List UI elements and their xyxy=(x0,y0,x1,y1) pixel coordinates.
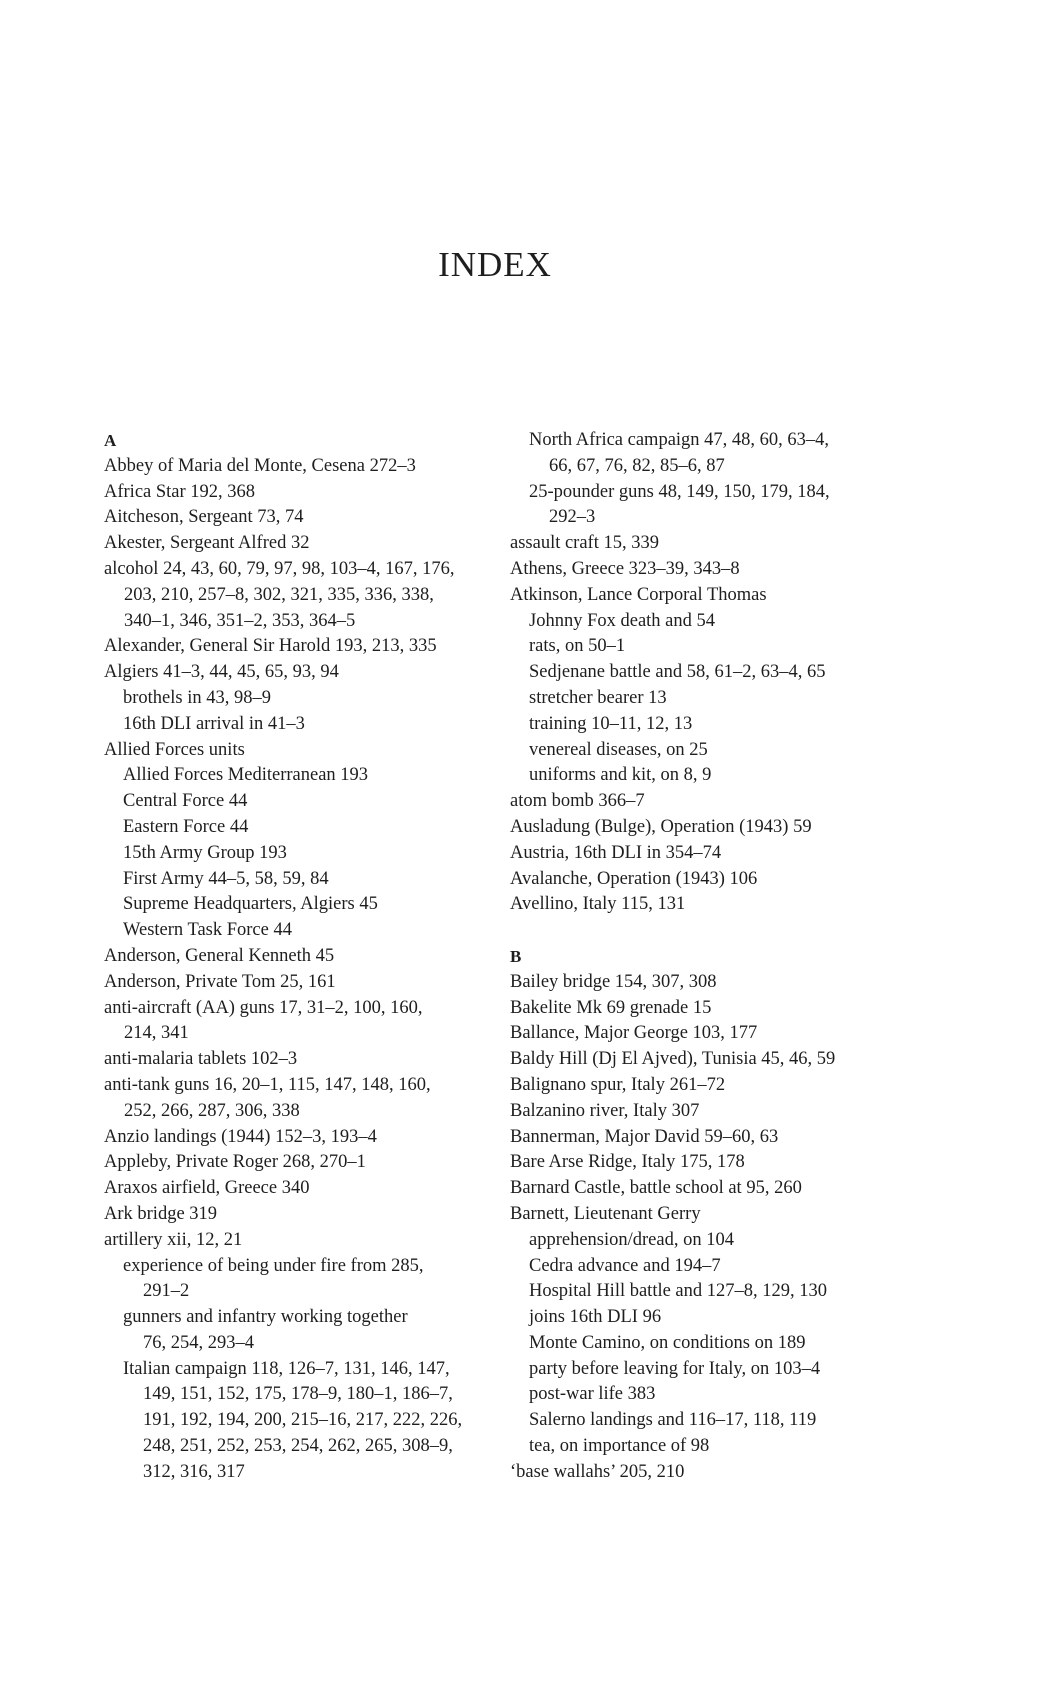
entry-line: Avalanche, Operation (1943) 106 xyxy=(510,868,758,889)
index-subentry xyxy=(510,763,835,789)
entry-line: Atkinson, Lance Corporal Thomas xyxy=(510,584,767,605)
index-entry xyxy=(104,480,462,506)
entry-line: Baldy Hill (Dj El Ajved), Tunisia 45, 46, 59 xyxy=(510,1049,836,1070)
index-entry xyxy=(104,1176,462,1202)
entry-line: Anderson, General Kenneth 45 xyxy=(104,945,335,966)
entry-line: Bakelite Mk 69 grenade 15 xyxy=(510,997,712,1018)
index-subentry xyxy=(510,738,835,764)
entry-line: Appleby, Private Roger 268, 270–1 xyxy=(104,1152,366,1173)
entry-line: Sedjenane battle and 58, 61–2, 63–4, 65 xyxy=(529,662,826,683)
index-entry xyxy=(104,1047,462,1073)
index-subentry xyxy=(510,660,835,686)
index-entry xyxy=(104,634,462,660)
entry-line: 15th Army Group 193 xyxy=(123,842,287,863)
index-entry xyxy=(104,660,462,686)
index-subentry xyxy=(510,1305,835,1331)
index-entry xyxy=(510,1073,835,1099)
index-subentry xyxy=(104,1254,462,1306)
entry-line: venereal diseases, on 25 xyxy=(529,739,708,760)
entry-line: rats, on 50–1 xyxy=(529,636,626,657)
index-entry xyxy=(104,505,462,531)
index-subentry xyxy=(510,1228,835,1254)
index-entry xyxy=(104,944,462,970)
entry-line: Johnny Fox death and 54 xyxy=(529,610,716,631)
index-entry xyxy=(510,970,835,996)
entry-line: brothels in 43, 98–9 xyxy=(123,687,271,708)
entry-line: 76, 254, 293–4 xyxy=(143,1332,254,1353)
index-subentry xyxy=(510,480,835,532)
entry-line: Hospital Hill battle and 127–8, 129, 130 xyxy=(529,1281,828,1302)
entry-line: 25-pounder guns 48, 149, 150, 179, 184, xyxy=(529,481,830,502)
index-entry xyxy=(510,892,835,918)
entry-line: anti-tank guns 16, 20–1, 115, 147, 148, 160, xyxy=(104,1074,431,1095)
entry-line: Africa Star 192, 368 xyxy=(104,481,256,502)
index-subentry xyxy=(510,1408,835,1434)
entry-line: Bailey bridge 154, 307, 308 xyxy=(510,971,717,992)
entry-line: Supreme Headquarters, Algiers 45 xyxy=(123,894,378,915)
index-subentry xyxy=(510,1254,835,1280)
index-subentry xyxy=(104,867,462,893)
entry-line: Avellino, Italy 115, 131 xyxy=(510,894,686,915)
entry-line: ‘base wallahs’ 205, 210 xyxy=(510,1461,685,1482)
index-entry xyxy=(104,738,462,764)
index-subentry xyxy=(510,1279,835,1305)
index-entry xyxy=(510,996,835,1022)
index-subentry xyxy=(510,609,835,635)
index-subentry xyxy=(104,841,462,867)
entry-line: uniforms and kit, on 8, 9 xyxy=(529,765,712,786)
entry-line: Bannerman, Major David 59–60, 63 xyxy=(510,1126,779,1147)
page-title: INDEX xyxy=(438,245,552,285)
entry-line: 149, 151, 152, 175, 178–9, 180–1, 186–7, xyxy=(143,1384,453,1405)
entry-line: Salerno landings and 116–17, 118, 119 xyxy=(529,1410,817,1431)
entry-line: alcohol 24, 43, 60, 79, 97, 98, 103–4, 167, 176, xyxy=(104,558,455,579)
index-entry xyxy=(510,1099,835,1125)
entry-line: Araxos airfield, Greece 340 xyxy=(104,1178,310,1199)
entry-line: Aitcheson, Sergeant 73, 74 xyxy=(104,507,304,528)
index-entry xyxy=(510,867,835,893)
index-subentry xyxy=(510,634,835,660)
entry-line: Anderson, Private Tom 25, 161 xyxy=(104,971,336,992)
entry-line: Anzio landings (1944) 152–3, 193–4 xyxy=(104,1126,377,1147)
index-entry xyxy=(104,1125,462,1151)
index-subentry xyxy=(510,428,835,480)
entry-line: 248, 251, 252, 253, 254, 262, 265, 308–9, xyxy=(143,1436,453,1457)
index-entry xyxy=(510,1125,835,1151)
entry-line: Allied Forces Mediterranean 193 xyxy=(123,765,369,786)
entry-line: Allied Forces units xyxy=(104,739,245,760)
entry-line: Ark bridge 319 xyxy=(104,1203,218,1224)
index-subentry xyxy=(104,1357,462,1486)
entry-line: post-war life 383 xyxy=(529,1384,656,1405)
entry-line: atom bomb 366–7 xyxy=(510,791,645,812)
entry-line: 203, 210, 257–8, 302, 321, 335, 336, 338, xyxy=(124,584,434,605)
entry-line: Akester, Sergeant Alfred 32 xyxy=(104,533,310,554)
index-entry xyxy=(104,1073,462,1125)
entry-line: Italian campaign 118, 126–7, 131, 146, 147, xyxy=(123,1358,450,1379)
index-entry xyxy=(510,815,835,841)
entry-line: assault craft 15, 339 xyxy=(510,533,659,554)
entry-line: training 10–11, 12, 13 xyxy=(529,713,693,734)
entry-line: First Army 44–5, 58, 59, 84 xyxy=(123,868,329,889)
index-subentry xyxy=(104,789,462,815)
index-entry xyxy=(510,531,835,557)
entry-line: Barnett, Lieutenant Gerry xyxy=(510,1203,701,1224)
entry-line: 252, 266, 287, 306, 338 xyxy=(124,1100,300,1121)
entry-line: Ausladung (Bulge), Operation (1943) 59 xyxy=(510,816,812,837)
entry-line: North Africa campaign 47, 48, 60, 63–4, xyxy=(529,430,830,450)
index-subentry xyxy=(104,763,462,789)
index-entry xyxy=(104,970,462,996)
entry-line: Bare Arse Ridge, Italy 175, 178 xyxy=(510,1152,745,1173)
index-subentry xyxy=(104,1305,462,1357)
entry-line: 291–2 xyxy=(143,1281,190,1302)
entry-line: Central Force 44 xyxy=(123,791,248,812)
entry-line: 214, 341 xyxy=(124,1023,189,1044)
entry-line: 191, 192, 194, 200, 215–16, 217, 222, 226, xyxy=(143,1410,463,1431)
entry-line: 292–3 xyxy=(549,507,596,528)
index-entry xyxy=(510,841,835,867)
entry-line: stretcher bearer 13 xyxy=(529,687,667,708)
entry-line: Cedra advance and 194–7 xyxy=(529,1255,721,1276)
entry-line: gunners and infantry working together xyxy=(123,1307,408,1328)
index-entry xyxy=(510,557,835,583)
index-subentry xyxy=(104,892,462,918)
index-entry xyxy=(104,996,462,1048)
entry-line: tea, on importance of 98 xyxy=(529,1436,710,1457)
index-entry xyxy=(510,583,835,609)
index-entry xyxy=(510,1150,835,1176)
entry-line: anti-malaria tablets 102–3 xyxy=(104,1049,298,1070)
entry-line: party before leaving for Italy, on 103–4 xyxy=(529,1358,821,1379)
index-entry xyxy=(510,1176,835,1202)
entry-line: experience of being under fire from 285, xyxy=(123,1255,424,1276)
index-subentry xyxy=(104,686,462,712)
index-subentry xyxy=(510,686,835,712)
entry-line: Ballance, Major George 103, 177 xyxy=(510,1023,758,1044)
entry-line: joins 16th DLI 96 xyxy=(529,1307,662,1328)
index-entry xyxy=(104,1150,462,1176)
index-entry xyxy=(510,1202,835,1228)
index-entry xyxy=(104,531,462,557)
index-entry xyxy=(104,557,462,634)
entry-line: 16th DLI arrival in 41–3 xyxy=(123,713,305,734)
entry-line: 66, 67, 76, 82, 85–6, 87 xyxy=(549,455,725,476)
index-entry xyxy=(510,1460,835,1486)
entry-line: Monte Camino, on conditions on 189 xyxy=(529,1332,806,1353)
index-subentry xyxy=(510,1434,835,1460)
entry-line: Alexander, General Sir Harold 193, 213, 335 xyxy=(104,636,437,657)
index-subentry xyxy=(104,918,462,944)
section-gap xyxy=(510,918,835,944)
index-entry xyxy=(104,1228,462,1254)
section-letter: B xyxy=(510,946,522,966)
index-subentry xyxy=(510,1382,835,1408)
index-subentry xyxy=(510,1357,835,1383)
index-column-right xyxy=(510,428,835,1486)
entry-line: Barnard Castle, battle school at 95, 260 xyxy=(510,1178,802,1199)
index-entry xyxy=(510,1021,835,1047)
index-subentry xyxy=(104,712,462,738)
entry-line: Western Task Force 44 xyxy=(123,920,292,941)
index-subentry xyxy=(104,815,462,841)
index-entry xyxy=(510,1047,835,1073)
entry-line: anti-aircraft (AA) guns 17, 31–2, 100, 160, xyxy=(104,997,423,1018)
entry-line: Athens, Greece 323–39, 343–8 xyxy=(510,558,740,579)
index-column-left xyxy=(104,428,462,1486)
index-entry xyxy=(510,789,835,815)
index-subentry xyxy=(510,712,835,738)
entry-line: Balignano spur, Italy 261–72 xyxy=(510,1074,726,1095)
index-subentry xyxy=(510,1331,835,1357)
entry-line: Balzanino river, Italy 307 xyxy=(510,1100,700,1121)
entry-line: Eastern Force 44 xyxy=(123,816,249,837)
index-entry xyxy=(104,454,462,480)
entry-line: Austria, 16th DLI in 354–74 xyxy=(510,842,722,863)
index-entry xyxy=(104,1202,462,1228)
entry-line: artillery xii, 12, 21 xyxy=(104,1229,243,1250)
section-letter: A xyxy=(104,431,117,450)
entry-line: apprehension/dread, on 104 xyxy=(529,1229,734,1250)
entry-line: 312, 316, 317 xyxy=(143,1461,245,1482)
entry-line: Algiers 41–3, 44, 45, 65, 93, 94 xyxy=(104,662,339,683)
entry-line: 340–1, 346, 351–2, 353, 364–5 xyxy=(124,610,356,631)
entry-line: Abbey of Maria del Monte, Cesena 272–3 xyxy=(104,455,416,476)
